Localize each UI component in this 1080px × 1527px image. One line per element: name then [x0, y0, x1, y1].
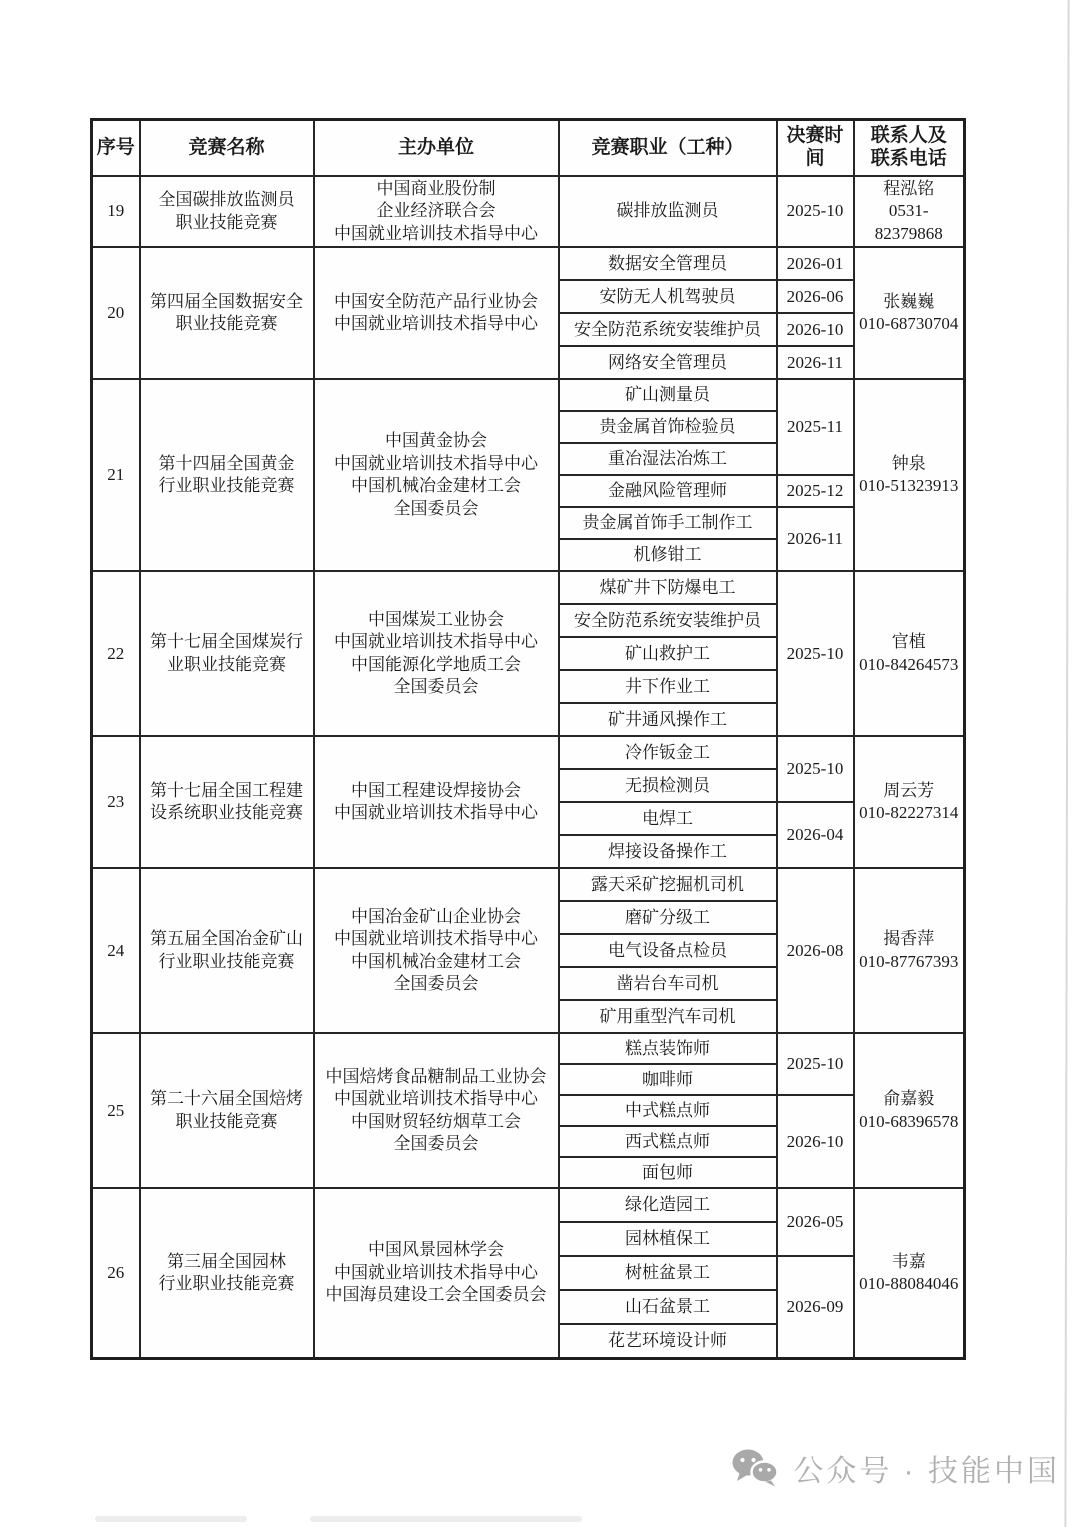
contact-cell: 周云芳 010-82227314 — [854, 736, 965, 868]
row-number-cell: 24 — [92, 868, 140, 1033]
competition-name-cell: 第二十六届全国焙烤 职业技能竞赛 — [140, 1033, 314, 1188]
contact-cell: 张巍巍 010-68730704 — [854, 247, 965, 379]
occupation-cell: 树桩盆景工 — [559, 1256, 777, 1290]
header-final-time: 决赛时间 — [777, 120, 854, 177]
organizer-cell: 中国煤炭工业协会 中国就业培训技术指导中心 中国能源化学地质工会 全国委员会 — [314, 571, 559, 736]
final-time-cell: 2026-11 — [777, 507, 854, 571]
occupation-cell: 金融风险管理师 — [559, 475, 777, 507]
row-number-cell: 20 — [92, 247, 140, 379]
occupation-cell: 贵金属首饰检验员 — [559, 411, 777, 443]
final-time-cell: 2025-11 — [777, 379, 854, 475]
occupation-cell: 糕点装饰师 — [559, 1033, 777, 1064]
occupation-cell: 山石盆景工 — [559, 1290, 777, 1324]
organizer-cell: 中国冶金矿山企业协会 中国就业培训技术指导中心 中国机械冶金建材工会 全国委员会 — [314, 868, 559, 1033]
header-competition-name: 竞赛名称 — [140, 120, 314, 177]
header-contact-line1: 联系人及 — [870, 125, 947, 147]
organizer-cell: 中国黄金协会 中国就业培训技术指导中心 中国机械冶金建材工会 全国委员会 — [314, 379, 559, 571]
wechat-icon — [731, 1448, 779, 1488]
organizer-cell: 中国工程建设焊接协会 中国就业培训技术指导中心 — [314, 736, 559, 868]
occupation-cell: 焊接设备操作工 — [559, 835, 777, 868]
header-organizer: 主办单位 — [314, 120, 559, 177]
occupation-cell: 机修钳工 — [559, 539, 777, 571]
occupation-cell: 安防无人机驾驶员 — [559, 280, 777, 313]
table-row — [92, 176, 965, 247]
occupation-cell: 园林植保工 — [559, 1222, 777, 1256]
row-number-cell: 22 — [92, 571, 140, 736]
occupation-cell: 冷作钣金工 — [559, 736, 777, 769]
contact-cell: 俞嘉毅 010-68396578 — [854, 1033, 965, 1188]
final-time-cell: 2026-10 — [777, 1095, 854, 1188]
occupation-cell: 安全防范系统安装维护员 — [559, 313, 777, 346]
table-row — [92, 247, 965, 280]
header-seq: 序号 — [92, 120, 140, 177]
occupation-cell: 电焊工 — [559, 802, 777, 835]
table-body — [92, 176, 965, 1358]
contact-cell: 程泓铭 0531- 82379868 — [854, 176, 965, 247]
table-row — [92, 1033, 965, 1064]
competition-table — [90, 118, 966, 1360]
organizer-cell: 中国焙烤食品糖制品工业协会 中国就业培训技术指导中心 中国财贸轻纺烟草工会 全国委员会 — [314, 1033, 559, 1188]
occupation-cell: 矿山测量员 — [559, 379, 777, 411]
final-time-cell: 2026-01 — [777, 247, 854, 280]
occupation-cell: 矿井通风操作工 — [559, 703, 777, 736]
scan-page-edge-line — [1064, 0, 1069, 1527]
occupation-cell: 网络安全管理员 — [559, 346, 777, 379]
occupation-cell: 无损检测员 — [559, 769, 777, 802]
wechat-watermark — [0, 1446, 1060, 1490]
contact-cell: 韦嘉 010-88084046 — [854, 1188, 965, 1358]
competition-name-cell: 第五届全国冶金矿山 行业职业技能竞赛 — [140, 868, 314, 1033]
occupation-cell: 井下作业工 — [559, 670, 777, 703]
header-contact-line2: 联系电话 — [870, 148, 947, 169]
row-number-cell: 25 — [92, 1033, 140, 1188]
competition-name-cell: 第十七届全国工程建 设系统职业技能竞赛 — [140, 736, 314, 868]
final-time-cell: 2026-08 — [777, 868, 854, 1033]
occupation-cell: 数据安全管理员 — [559, 247, 777, 280]
header-contact — [854, 120, 965, 177]
occupation-cell: 凿岩台车司机 — [559, 967, 777, 1000]
occupation-cell: 安全防范系统安装维护员 — [559, 604, 777, 637]
occupation-cell: 重冶湿法冶炼工 — [559, 443, 777, 475]
final-time-cell: 2026-04 — [777, 802, 854, 868]
occupation-cell: 磨矿分级工 — [559, 901, 777, 934]
table-row — [92, 571, 965, 604]
final-time-cell: 2026-06 — [777, 280, 854, 313]
row-number-cell: 23 — [92, 736, 140, 868]
contact-cell: 揭香萍 010-87767393 — [854, 868, 965, 1033]
header-occupation: 竞赛职业（工种） — [559, 120, 777, 177]
competition-name-cell: 第十四届全国黄金 行业职业技能竞赛 — [140, 379, 314, 571]
occupation-cell: 电气设备点检员 — [559, 934, 777, 967]
occupation-cell: 贵金属首饰手工制作工 — [559, 507, 777, 539]
occupation-cell: 中式糕点师 — [559, 1095, 777, 1126]
organizer-cell: 中国安全防范产品行业协会 中国就业培训技术指导中心 — [314, 247, 559, 379]
contact-cell: 官植 010-84264573 — [854, 571, 965, 736]
occupation-cell: 煤矿井下防爆电工 — [559, 571, 777, 604]
competition-name-cell: 第十七届全国煤炭行 业职业技能竞赛 — [140, 571, 314, 736]
row-number-cell: 21 — [92, 379, 140, 571]
table-row — [92, 1188, 965, 1222]
competition-name-cell: 第四届全国数据安全 职业技能竞赛 — [140, 247, 314, 379]
final-time-cell: 2026-09 — [777, 1256, 854, 1358]
final-time-cell: 2025-10 — [777, 571, 854, 736]
occupation-cell: 矿山救护工 — [559, 637, 777, 670]
final-time-cell: 2025-10 — [777, 1033, 854, 1095]
table-row — [92, 379, 965, 411]
occupation-cell: 露天采矿挖掘机司机 — [559, 868, 777, 901]
final-time-cell: 2026-05 — [777, 1188, 854, 1256]
next-page-smudge — [310, 1516, 582, 1522]
occupation-cell: 矿用重型汽车司机 — [559, 1000, 777, 1033]
table-header-row — [92, 120, 965, 177]
occupation-cell: 西式糕点师 — [559, 1126, 777, 1157]
next-page-smudge — [95, 1516, 247, 1522]
occupation-cell: 绿化造园工 — [559, 1188, 777, 1222]
organizer-cell: 中国风景园林学会 中国就业培训技术指导中心 中国海员建设工会全国委员会 — [314, 1188, 559, 1358]
row-number-cell: 26 — [92, 1188, 140, 1358]
row-number-cell: 19 — [92, 176, 140, 247]
occupation-cell: 面包师 — [559, 1157, 777, 1188]
occupation-cell: 咖啡师 — [559, 1064, 777, 1095]
contact-cell: 钟泉 010-51323913 — [854, 379, 965, 571]
final-time-cell: 2026-10 — [777, 313, 854, 346]
final-time-cell: 2026-11 — [777, 346, 854, 379]
organizer-cell: 中国商业股份制 企业经济联合会 中国就业培训技术指导中心 — [314, 176, 559, 247]
competition-name-cell: 全国碳排放监测员 职业技能竞赛 — [140, 176, 314, 247]
final-time-cell: 2025-10 — [777, 176, 854, 247]
watermark-text: 公众号 · 技能中国 — [793, 1455, 1060, 1488]
occupation-cell: 花艺环境设计师 — [559, 1324, 777, 1358]
table-row — [92, 736, 965, 769]
table-row — [92, 868, 965, 901]
competition-name-cell: 第三届全国园林 行业职业技能竞赛 — [140, 1188, 314, 1358]
occupation-cell: 碳排放监测员 — [559, 176, 777, 247]
final-time-cell: 2025-10 — [777, 736, 854, 802]
final-time-cell: 2025-12 — [777, 475, 854, 507]
